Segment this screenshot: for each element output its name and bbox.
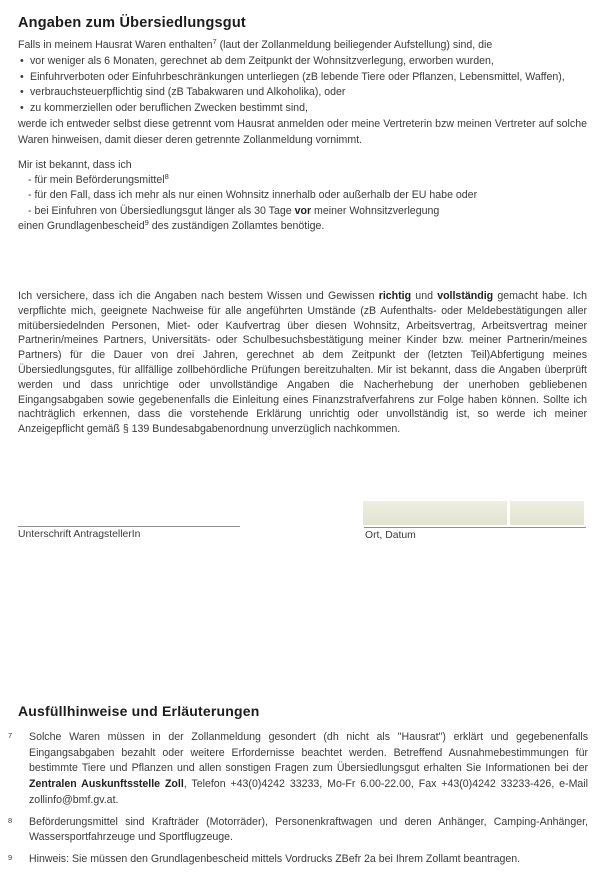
bold-vor: vor — [294, 204, 312, 217]
declaration-text: Ich versichere, dass ich die Angaben nach bestem Wissen und Gewissen — [18, 290, 379, 302]
footnote-8-text: Beförderungsmittel sind Krafträder (Motorräder), Personenkraftwagen und deren Anhänger, Camping-Anhänger, Wassersportfahrzeuge und Sportflugzeuge. — [29, 815, 588, 844]
section-title-ausfuellhinweise: Ausfüllhinweise und Erläuterungen — [18, 703, 260, 719]
bekannt-closing — [18, 219, 587, 234]
bekannt-item-wohnsitz: - für den Fall, dass ich mehr als nur einen Wohnsitz innerhalb oder außerhalb der EU habe oder — [28, 189, 478, 202]
list-item: • Einfuhrverboten oder Einfuhrbeschränkungen unterliegen (zB lebende Tiere oder Pflanzen, Lebensmittel, Waffen), — [18, 70, 587, 86]
bekannt-paragraph — [18, 158, 587, 234]
footnote-ref-7: 7 — [212, 37, 217, 46]
bold-richtig: richtig — [378, 290, 412, 302]
list-item: • zu kommerziellen oder beruflichen Zwecken bestimmt sind, — [18, 101, 587, 117]
footnote-9-text: Hinweis: Sie müssen den Grundlagenbescheid mittels Vordrucks ZBefr 2a bei Ihrem Zollamt beantragen. — [29, 852, 521, 865]
list-item: • vor weniger als 6 Monaten, gerechnet ab dem Zeitpunkt der Wohnsitzverlegung, erworben wurden, — [18, 54, 587, 70]
bekannt-item-text: - für mein Beförderungsmittel — [28, 174, 165, 187]
datum-input-field[interactable] — [510, 501, 584, 525]
ort-input-field[interactable] — [363, 501, 507, 525]
footnote-7-marker: 7 — [8, 731, 13, 740]
signature-line — [18, 526, 240, 527]
intro-closing-text: werde ich entweder selbst diese getrennt vom Hausrat anmelden oder meine Vertreterin bzw meinen Vertreter auf solche Waren hinweisen, damit dieser deren getrennte Zollanmeldung vornimmt. — [18, 117, 587, 146]
bekannt-item-text: - bei Einfuhren von Übersiedlungsgut länger als 30 Tage — [28, 204, 295, 217]
bekannt-lead: Mir ist bekannt, dass ich — [18, 159, 132, 171]
list-item: • verbrauchsteuerpflichtig sind (zB Tabakwaren und Alkoholika), oder — [18, 85, 587, 101]
bold-vollstaendig: vollständig — [437, 290, 494, 302]
footnote-8 — [8, 815, 588, 846]
signature-label: Unterschrift AntragstellerIn — [18, 529, 141, 540]
footnote-9 — [8, 852, 588, 868]
footnote-7-text: Solche Waren müssen in der Zollanmeldung gesondert (dh nicht als "Hausrat") erklärt und gegebenenfalls Eingangsabgaben bezahlt oder weitere Erfordernisse beachtet werden. Betreffend Ausnahmebestimmungen für bestimmte Tiere und Pflanzen und allen sonstigen Fragen zum Übersiedlungsgut erhalten Sie Informationen bei der — [29, 731, 588, 775]
intro-paragraph — [18, 38, 587, 149]
bold-zentrale-auskunftsstelle: Zentralen Auskunftsstelle Zoll — [29, 778, 184, 791]
bekannt-item-befoerderungsmittel — [18, 173, 587, 188]
goods-condition-list — [18, 54, 587, 117]
footnote-9-marker: 9 — [8, 852, 13, 862]
declaration-paragraph — [18, 289, 587, 437]
intro-text-post: (laut der Zollanmeldung beiliegender Aufstellung) sind, die — [216, 39, 493, 51]
bekannt-closing-text: einen Grundlagenbescheid — [18, 219, 145, 232]
declaration-text: gemacht habe. Ich verpflichte mich, geeignete Nachweise für alle angeführten Umstände (zB Aufenthalts- oder Meldebestätigungen aller mitübersiedelnden Personen, Miet- oder Kaufvertrag über diesen Wohnsitz, Arbeitsvertrag, Arbeitsvertrag meiner Partnerin/meines Partners, Universitäts- oder Schulbesuchsbestätigung meiner Kinder bzw. meiner Partnerin/meines Partners) für die Dauer von drei Jahren, gerechnet ab dem Zeitpunkt der (letzten Teil)Abfertigung meines Übersiedlungsgutes, für allfällige zollbehördliche Prüfungen bereitzuhalten. Mir ist bekannt, dass die Angaben überprüft werden und dass unrichtige oder unvollständige Angaben die Nacherhebung der unerhoben gebliebenen Eingangsabgaben sowie gegebenenfalls die Einleitung eines Finanzstrafverfahrens zur Folge haben können. Sollte ich nachträglich erkennen, dass die vorstehende Erklärung unrichtig oder unvollständig ist, so werde ich meiner Anzeigepflicht gemäß § 139 Bundesabgabenordnung unverzüglich nachkommen. — [18, 290, 587, 436]
bekannt-closing-text: des zuständigen Zollamtes benötige. — [148, 219, 325, 232]
footnote-7 — [8, 730, 588, 809]
footnote-ref-9: 9 — [144, 217, 149, 227]
bekannt-item-einfuhren — [18, 204, 587, 219]
footnote-8-marker: 8 — [8, 815, 13, 825]
footnote-ref-8: 8 — [164, 172, 169, 182]
bekannt-item-text: meiner Wohnsitzverlegung — [311, 204, 440, 217]
section-title-uebersiedlungsgut: Angaben zum Übersiedlungsgut — [18, 15, 246, 31]
footnotes-block — [8, 730, 588, 874]
footnote-7-text: , Telefon +43(0)4242 33233, Mo-Fr 6.00-22.00, Fax +43(0)4242 33233-426, e-Mail zollinfo@bmf.gv.at. — [29, 778, 588, 806]
ort-datum-line — [364, 527, 586, 528]
intro-text-pre: Falls in meinem Hausrat Waren enthalten — [18, 39, 213, 51]
ort-datum-label: Ort, Datum — [365, 530, 416, 541]
declaration-text: und — [411, 290, 438, 302]
